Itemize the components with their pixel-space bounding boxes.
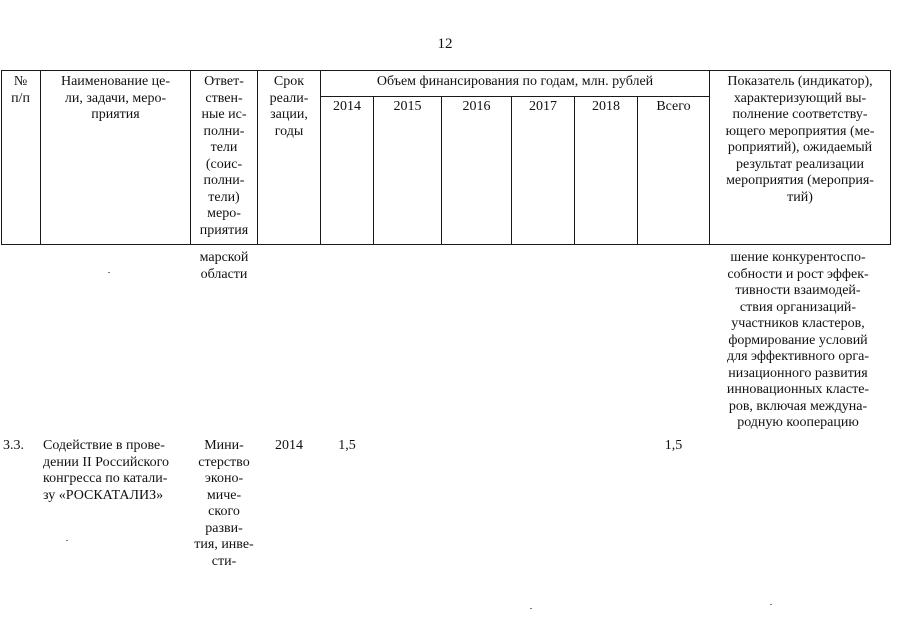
scan-speck [66,540,68,541]
header-year-2014: 2014 [333,99,361,114]
table-top-border [1,70,891,71]
financing-subheader-border [320,96,709,97]
header-total: Всего [656,99,691,114]
scan-speck [108,272,110,273]
header-financing: Объем финансирования по годам, млн. рублей [376,74,654,89]
header-year-2015: 2015 [393,99,422,114]
header-responsible: Ответ- ствен- ные ис- полни- тели (соис- полни- тели) меро- приятия [199,74,249,238]
row-3-3-number: 3.3. [3,438,24,453]
continuation-indicator: шение конкурентоспо- собности и рост эффек- тивности взаимодей- ствия организаций- участников кластеров, формирование условий для эффективного орга- низационного развития инновационных класте- ров, включая междуна- родную кооперацию [726,250,870,430]
header-year-2016: 2016 [462,99,491,114]
year-divider-2 [441,96,442,245]
header-name: Наименование це- ли, задачи, меро- приятия [60,74,171,122]
year-divider-5 [637,96,638,245]
row-3-3-period: 2014 [275,438,303,453]
scan-speck [770,604,772,605]
header-year-2017: 2017 [529,99,557,114]
row-3-3-value-2014: 1,5 [338,438,356,453]
row-3-3-value-total: 1,5 [664,438,683,453]
scan-speck [530,608,532,609]
year-divider-3 [511,96,512,245]
header-year-2018: 2018 [592,99,620,114]
header-period: Срок реали- зации, годы [269,74,309,139]
year-divider-1 [373,96,374,245]
continuation-responsible: марской области [199,250,249,282]
header-bottom-border [1,244,891,245]
table-right-border [890,70,891,245]
header-indicator: Показатель (индикатор), характеризующий вы- полнение соответству- ющего мероприятия (ме- роприятий), ожидаемый результат реализации мероприятия (мероприя- тий) [725,74,875,205]
header-number: № п/п [11,74,30,106]
row-3-3-responsible: Мини- стерство эконо- миче- ского разви- тия, инве- сти- [194,438,254,569]
page-number: 12 [437,36,453,52]
year-divider-4 [574,96,575,245]
col-divider-4 [320,70,321,245]
row-3-3-name: Содействие в прове- дении II Российского конгресса по катали- зу «РОСКАТАЛИЗ» [43,438,170,503]
